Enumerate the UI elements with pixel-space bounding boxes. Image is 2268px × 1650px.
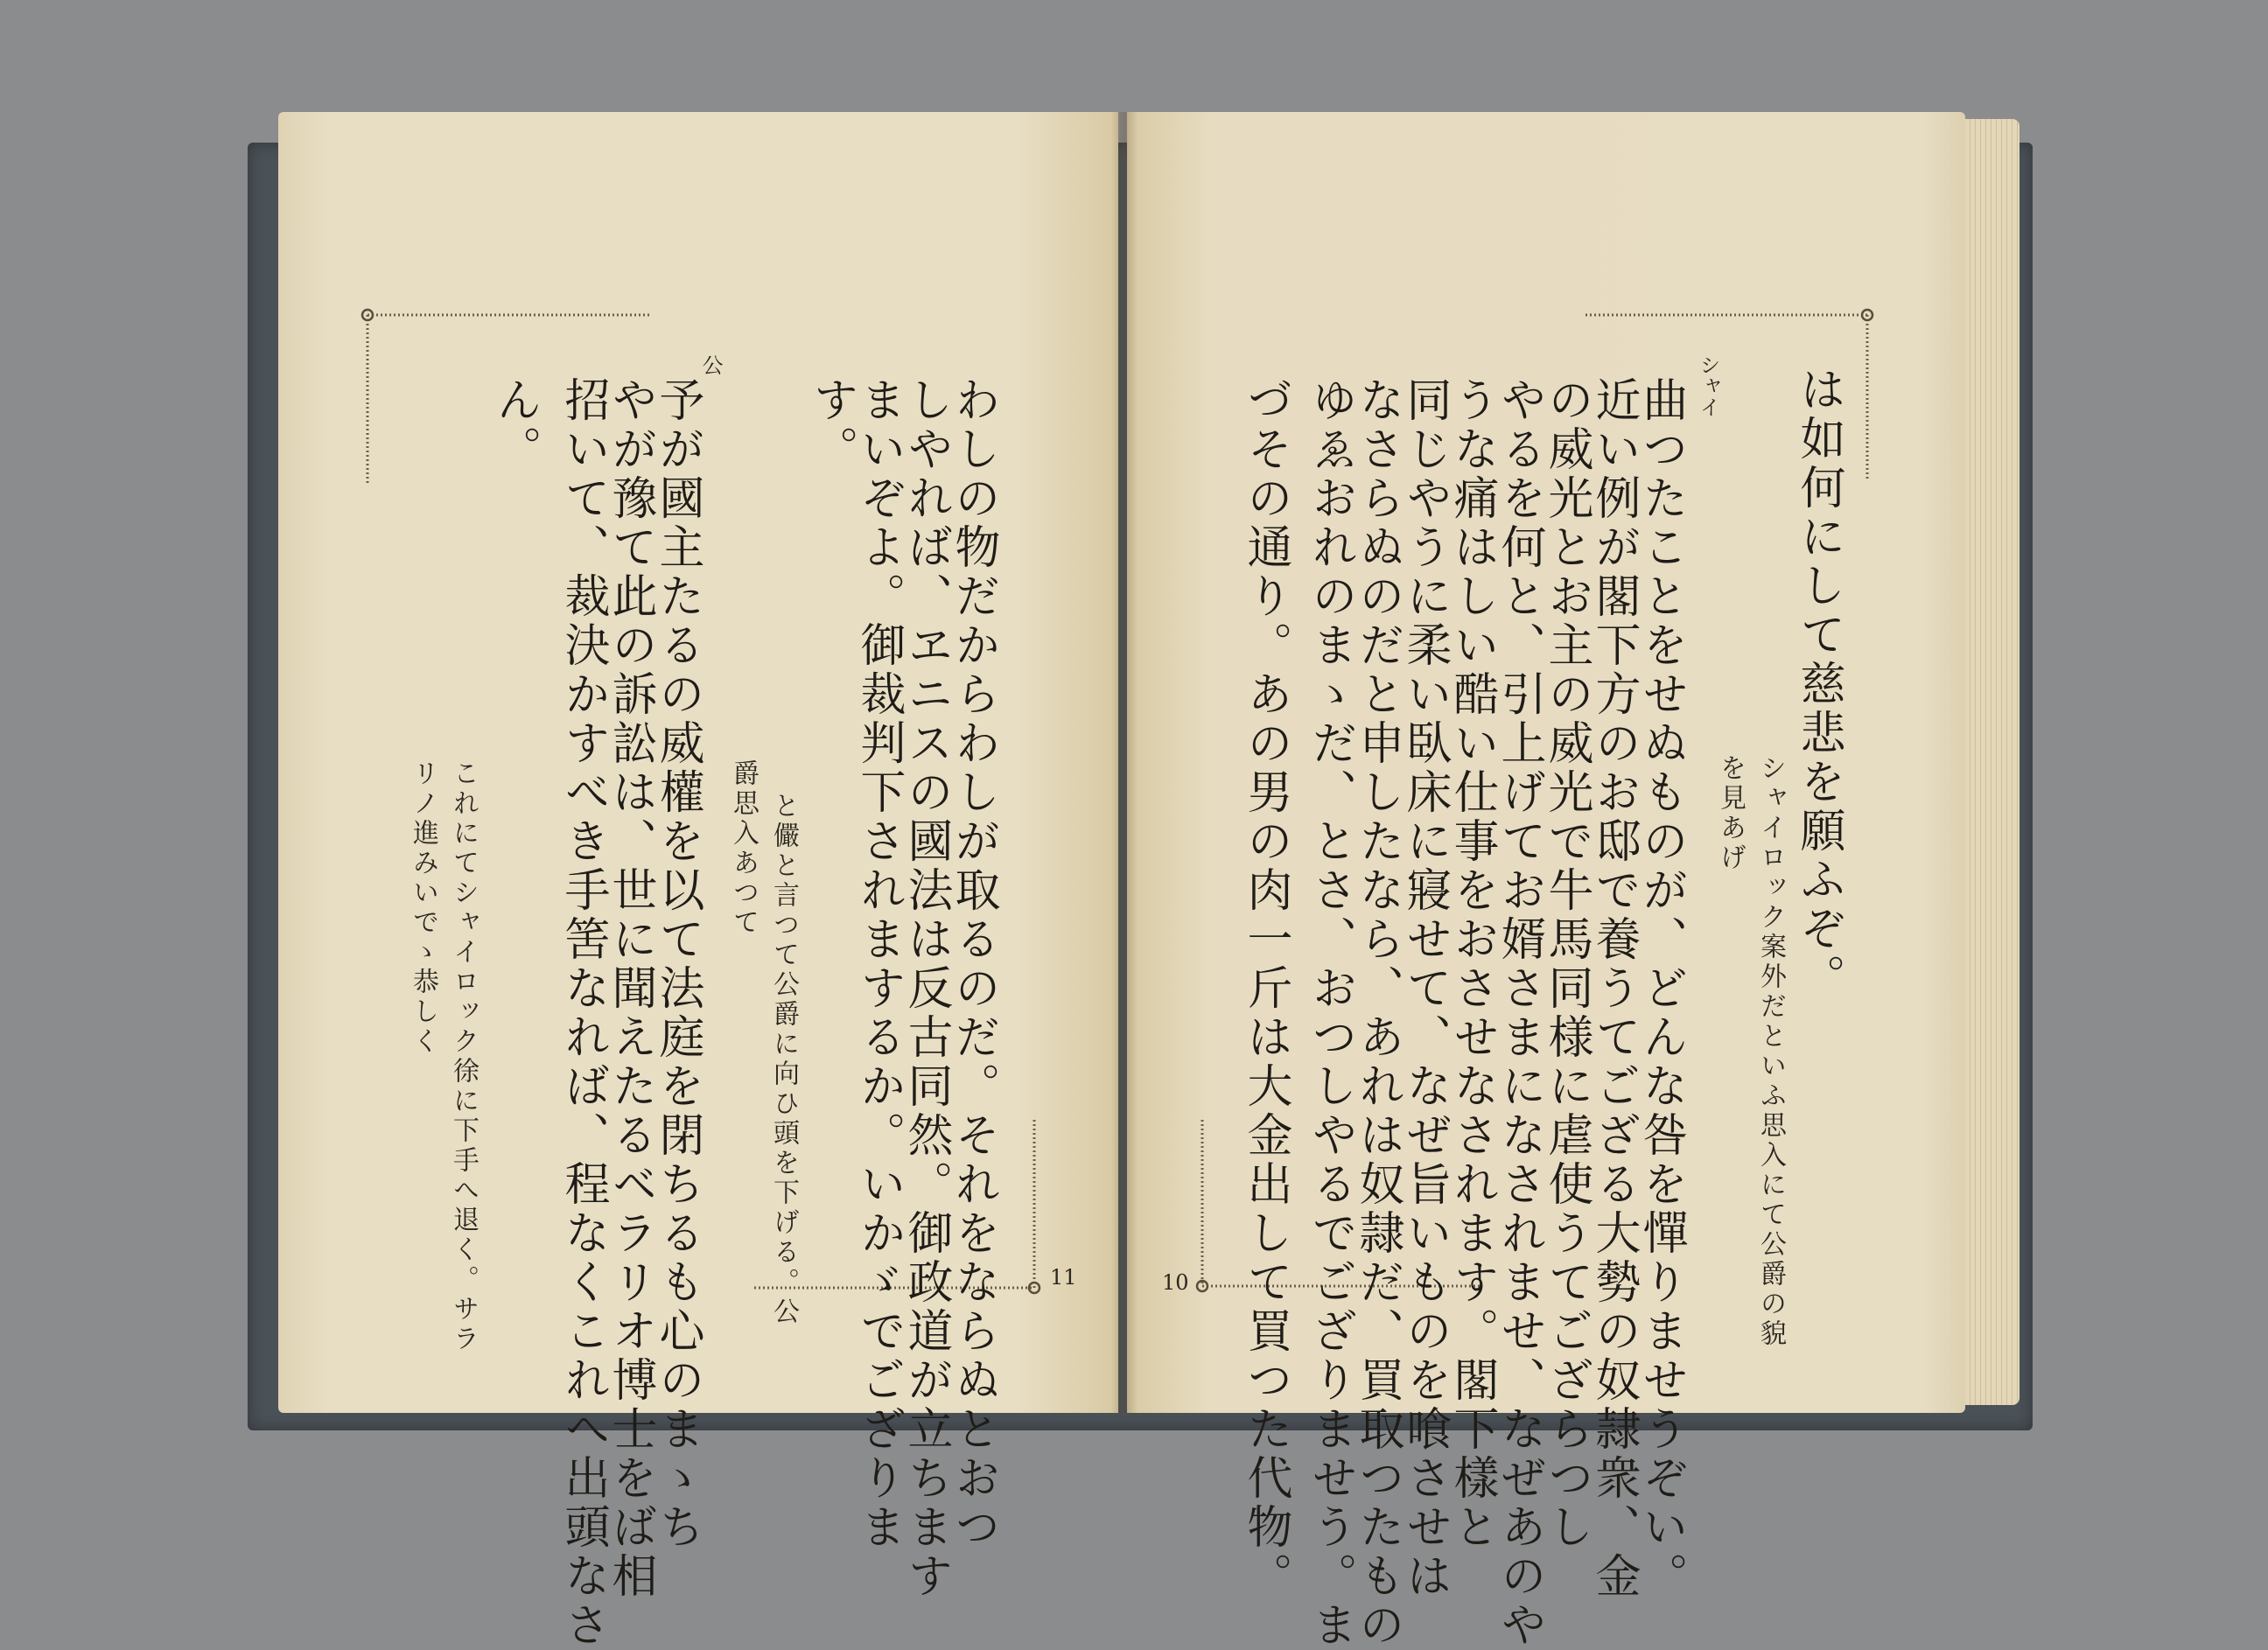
right-line-6: 同じやうに柔い臥床に寢せて、なぜ旨いものを喰させは [1398,376,1451,1601]
right-direction-0: シャイロック案外だといふ思入にて公爵の貌 [1755,754,1786,1349]
right-line-5: うな痛はしい酷い仕事をおさせなされます。閣下樣と [1446,376,1498,1552]
right-line-2: 近い例が閣下方のお邸で養うてござる大勢の奴隷衆、金 [1587,376,1640,1601]
left-line-5: やが豫て此の訴訟は、世に聞えたるベラリオ博士をば相 [604,376,656,1601]
right-page-number: 10 [1162,1270,1189,1295]
right-line-8: ゆゑおれのまゝだ、とさ、おつしやるでござりませう。ま [1304,376,1356,1650]
left-line-7: ん。 [488,376,541,474]
right-line-0: は如何にして慈悲を願ふぞ。 [1792,366,1844,1003]
book-gutter [1111,112,1138,1413]
left-line-0: わしの物だからわしが取るのだ。それをならぬとおつ [947,376,999,1552]
right-direction-1: を見あげ [1715,754,1746,873]
left-line-3: す。 [805,376,858,474]
right-line-1: 曲つたことをせぬものが、どんな咎を憚りませうぞい。 [1634,376,1687,1601]
left-line-6: 招いて、裁決かすべき手筈なれば、程なくこれへ出頭なさ [556,376,609,1650]
left-line-1: しやれば、ヱニスの國法は反古同然。御政道が立ちます [900,376,952,1601]
speaker-duke: 公 [698,354,723,375]
left-direction-3: リノ進みいでゝ恭しく [408,759,438,1057]
right-line-9: づその通り。あの男の肉一斤は大金出して買つた代物。 [1239,376,1292,1601]
right-line-4: やるを何と、引上げてお婿さまになされませ、なぜあのや [1493,376,1545,1650]
right-line-3: の威光とお主の威光で牛馬同様に虐使うてござらつし [1540,376,1592,1552]
page-edges [1965,119,2020,1405]
left-page-number: 11 [1050,1265,1077,1290]
left-direction-2: これにてシャイロック徐に下手へ退く。サラ [448,759,479,1354]
left-line-4: 予が國主たるの威權を以て法庭を閉ちるも心のまゝち [651,376,704,1552]
left-direction-0: と儼と言つて公爵に向ひ頭を下げる。公 [768,792,799,1327]
left-direction-1: 爵思入あつて [728,759,759,938]
right-line-7: なさらぬのだと申したなら、あれは奴隷だ、買取つたもの [1351,376,1404,1650]
speaker-shylock: シャイ [1696,354,1720,417]
left-line-2: まいぞよ。御裁判下されまするか。いかゞでござりま [852,376,905,1552]
